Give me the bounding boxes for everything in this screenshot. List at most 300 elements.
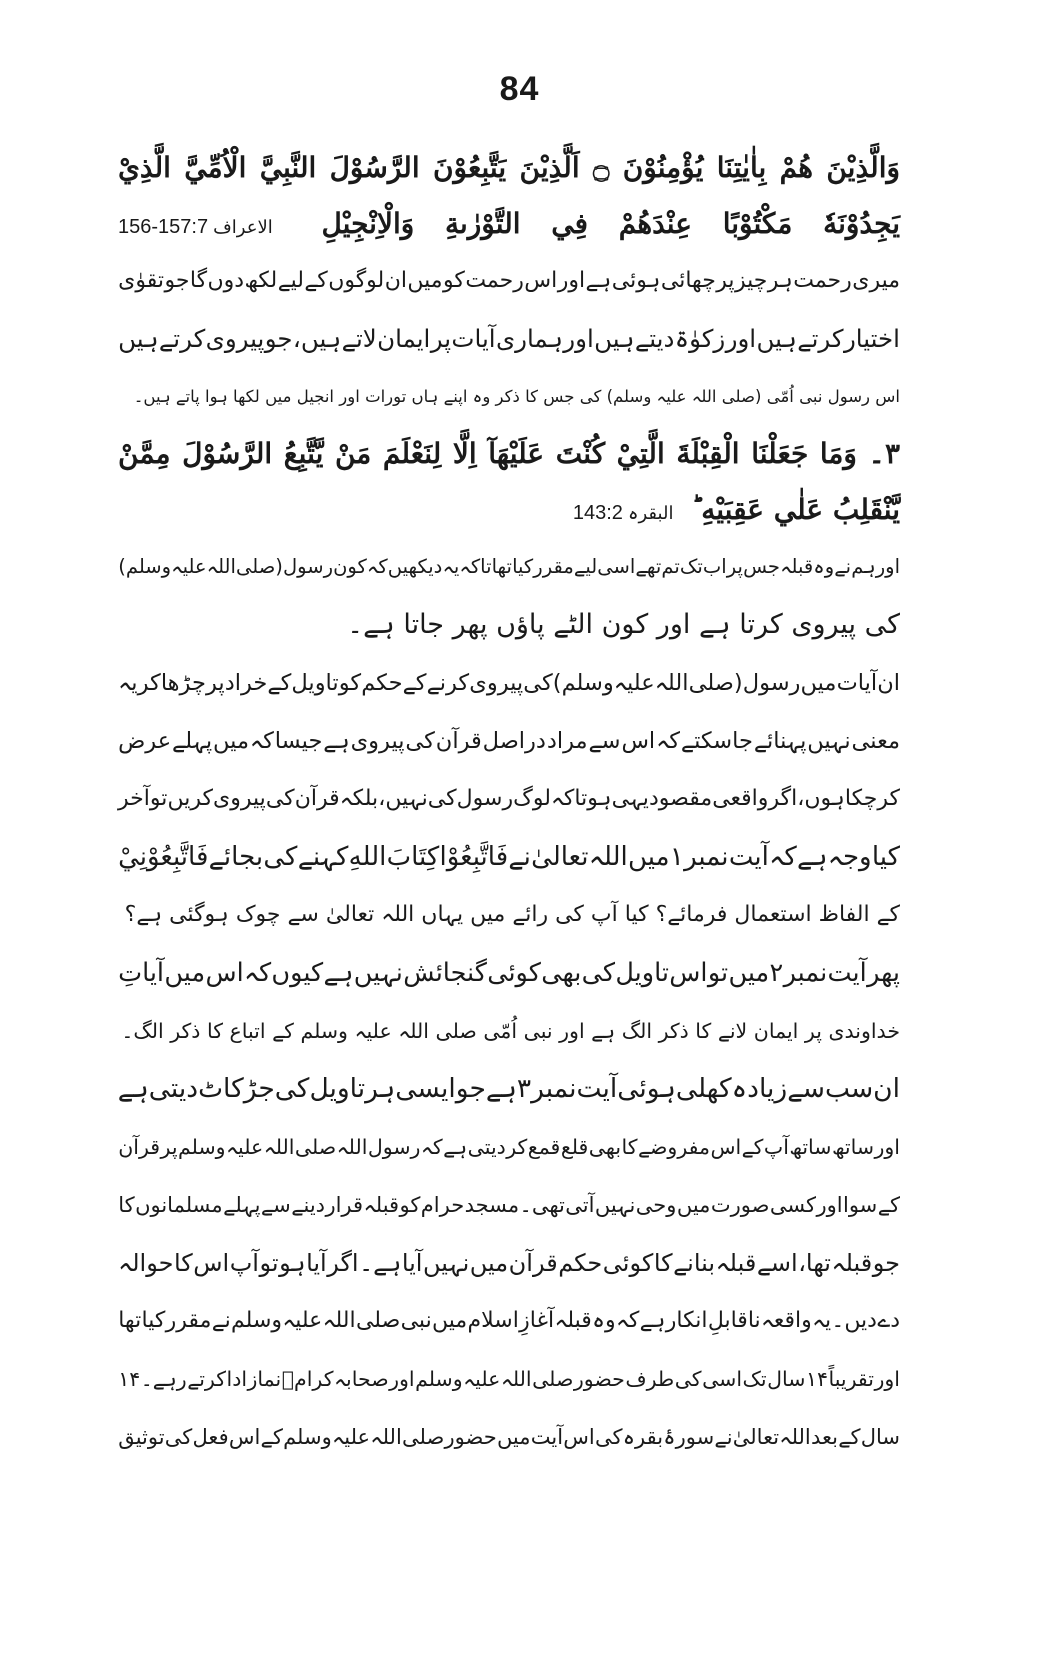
word: تو [259,1249,279,1277]
word: التَّوْرٰىةِ [444,207,521,240]
word: قلع [560,1135,589,1159]
word: وسلم) [606,387,652,406]
word: کون [333,555,367,578]
word: اور [874,1135,900,1159]
word: جَعَلْنَا [751,437,809,470]
word: کیا [141,1308,166,1333]
word: صلی [294,1135,337,1159]
word: سال [767,1367,806,1391]
reference-surah: الاعراف [213,217,273,237]
word: سے [260,1193,291,1217]
word: کیا [624,902,649,927]
word: پہلے [223,1193,261,1217]
word: وہ [592,1308,616,1333]
word: عِنْدَهُمْ [618,207,692,240]
word: آیا [306,1249,327,1277]
word: وسلم) [118,555,172,578]
word: قمع [527,1135,561,1159]
word: کے [402,670,427,696]
word: کا [173,1249,193,1277]
word: اپنے [443,387,468,406]
word: پر [804,1019,822,1043]
word: الرَّسُوْلَ [182,437,273,470]
word: کے [267,670,292,696]
word: ہوا [205,387,228,406]
word: کی [594,1425,623,1449]
word: معنی [851,728,900,754]
word: پاتے [175,387,200,406]
word: قبلہ [554,1308,592,1333]
word: ہے [796,842,828,872]
page-number: 84 [499,70,540,108]
word: تک [742,1367,767,1391]
word: اور [656,609,691,640]
word: رسول [367,1135,421,1159]
word: جس [743,555,780,578]
word: صحابہ [334,1367,389,1391]
word: آغازِ [519,1308,555,1333]
word: میں [470,902,506,927]
word: نمبر [684,842,729,872]
word: اور [725,324,757,353]
word: کا [118,1193,135,1217]
word: پر [726,555,743,578]
word: ہوگئی [169,902,229,927]
word: نے [508,842,531,872]
word: پیروی [791,609,857,640]
word: مِمَّنْ [118,437,171,470]
word: ہیں۔ [133,387,171,406]
word: دراصل [482,728,546,754]
word: ۲ [769,958,784,988]
word: کی [405,728,435,754]
word: رحمت [793,268,852,293]
word: اُمّی [766,387,794,406]
word: اس [875,387,900,406]
word: آیا [401,1249,423,1277]
text-line [118,1408,900,1466]
word: بلکہ [339,786,379,811]
word: کے [272,1019,294,1043]
word: لاتے [341,324,377,353]
word: رہے۔ [140,1367,187,1391]
word: ایمان [753,1019,799,1043]
word: آیات [451,324,496,353]
word: پر [205,670,225,696]
word: علیہ [282,1308,323,1333]
text-line [118,1350,900,1408]
word: نبی [400,1308,432,1333]
word: کے [260,1425,283,1449]
word: قبلہ [363,1193,400,1217]
word: کہ [550,786,575,811]
word: آیت [530,1425,564,1449]
word: دینے [291,1193,326,1217]
word: گا [189,268,208,293]
word: لِنَعْلَمَ [382,437,442,470]
word: تقریباً [828,1367,874,1391]
word: کریں [167,786,213,811]
word: ساتھ [831,1135,875,1159]
word: اس [228,1425,261,1449]
text-line [118,1176,900,1234]
word: نہیں [423,1249,470,1277]
word: قرآن [435,728,482,754]
word: ہو [279,1249,306,1277]
word: لیے [573,555,598,578]
word: ۱۴ [118,1367,141,1391]
word: اور [874,1367,900,1391]
word: نے [714,1425,733,1449]
word: جاسکتے [680,728,753,754]
word: ہماری [495,324,563,353]
word: تاکہ [459,555,492,578]
word: کو [338,670,362,696]
word: کہ [366,555,388,578]
word: علیہ [331,1425,371,1449]
word: اللہ [691,387,717,406]
word: پھر [452,609,488,640]
word: فرمائے؟ [655,902,728,927]
word: نے [834,555,852,578]
word: اس [710,1135,742,1159]
word: رحمت [465,268,524,293]
word: واقعہ [760,1308,812,1333]
word: لیے [277,268,304,293]
word: پیروی [205,324,265,353]
word: پھر [867,958,900,988]
text-line [118,1234,900,1292]
word: ادا [226,1367,248,1391]
word: سے [287,902,319,927]
word: تقوٰی [118,268,165,293]
word: صلی [355,1308,401,1333]
word: اس [524,268,558,293]
word: پہنائے [753,728,807,754]
text-line [118,252,900,310]
word: رسول [827,387,871,406]
word: ۱ [669,842,684,872]
word: سے [588,728,621,754]
word: کے [877,1193,900,1217]
word: اللہ [381,902,415,927]
word: (صلی [721,387,762,406]
word: ذکر [658,1019,689,1043]
word: علیہ [656,387,687,406]
word: کہ [244,958,272,988]
word: کی [581,958,616,988]
word: میں [800,670,837,696]
word: کون [601,609,649,640]
word: تو [707,958,729,988]
word: ہوں، [797,786,845,811]
word: ہے [323,728,350,754]
word: سب [824,1073,874,1104]
word: الفاظ [818,902,870,927]
word: آیات [836,670,878,696]
word: خداوندی [828,1019,900,1043]
word: کے [838,1425,861,1449]
word: مقصود [649,786,713,811]
word: ساتھ [789,1135,832,1159]
word: ذکر [495,387,520,406]
word: لکھا [233,387,260,406]
word: بجائے [208,842,264,872]
word: علیہ [171,555,207,578]
word: کا [653,1249,673,1277]
word: کی [427,786,457,811]
word: پر [430,324,452,353]
word: انجیل [296,387,335,406]
word: مسجد [464,1193,520,1217]
word: کرتے [187,1367,226,1391]
word: تعالیٰ [531,842,589,872]
word: پیروی [213,786,266,811]
word: عرض [118,728,172,754]
word: کہ [769,842,797,872]
text-line [118,1002,900,1060]
word: کر [506,1135,528,1159]
word: قبلہ [780,555,814,578]
text-line [118,310,900,368]
word: النَّبِيَّ [259,151,317,184]
word: چوک [235,902,281,927]
word: کوئی [602,1249,654,1277]
word: طرف [625,1367,675,1391]
word: میں [469,1249,509,1277]
page-body [118,140,900,1466]
word: سال [860,1425,900,1449]
word: علیہ [354,1019,392,1043]
word: ہیں [118,324,159,353]
word: علیہ [463,1367,501,1391]
word: ہوئی [617,1073,676,1104]
word: وسلم [283,1425,332,1449]
word: ذکر [170,1019,201,1043]
word: کے [304,268,328,293]
word: نہیں [353,958,403,988]
word: تھی۔ [519,1193,565,1217]
word: اور [559,1019,585,1043]
word: الگ۔ [121,1019,164,1043]
word: تم [661,555,680,578]
word: صلی [402,1425,445,1449]
text-line [118,654,900,712]
word: کیا [512,555,534,578]
word: صورت [710,1193,770,1217]
word: نمبر [531,1073,577,1104]
word: قبلہ [715,1249,757,1277]
word: اَلَّذِيْنَ [519,151,580,184]
word: آیاتِ [118,958,165,988]
verse-reference [573,485,674,541]
word: لانے [717,1019,748,1043]
word: مقرر [165,1308,212,1333]
word: دیں۔ [831,1308,877,1333]
word: جو [264,324,293,353]
word: وسلم [415,1367,463,1391]
word: سے [787,1073,825,1104]
reference-number: 156-157:7 [118,216,209,238]
word: الْاُمِّيَّ [184,151,247,184]
word: كُنْتَ [555,437,606,470]
word: کو [443,268,465,293]
word: یہاں [421,902,464,927]
word: آپ [763,1135,789,1159]
word: میں [407,268,443,293]
word: وَمَا [819,437,857,470]
word: جو [455,1073,486,1104]
text-line [118,712,900,770]
word: اللهِ [348,842,387,872]
word: جڑ [243,1073,275,1104]
word: کرتا [739,609,783,640]
word: کی [674,1367,702,1391]
verse-reference [118,199,273,255]
word: الرَّسُوْلَ [329,151,420,184]
text-line [118,1060,900,1118]
word: ۱۴ [805,1367,828,1391]
word: ہے [591,1019,616,1043]
word: ان [873,1073,900,1104]
word: الگ [621,1019,653,1043]
word: کی [263,842,298,872]
word: نمبر [783,958,828,988]
word: اُمّی [483,1019,518,1043]
word: اللہ [654,670,689,696]
word: کوئی [487,958,541,988]
word: پہلے [172,728,213,754]
word: اسی [702,1367,743,1391]
word: میں [496,1425,531,1449]
word: اللہ [588,842,628,872]
word: انکار [665,1308,708,1333]
word: وہ [472,387,491,406]
word: الَّتِيْ [616,437,665,470]
word: ہے [117,1073,149,1104]
word: بعد [810,1425,838,1449]
word: مَكْتُوْبًا [722,207,793,240]
word: کسی [769,1193,817,1217]
word: اور [557,268,586,293]
word: ان [877,670,900,696]
word: کی [579,387,602,406]
word: کو [399,1193,421,1217]
word: دیکھیں [387,555,443,578]
word: کیوں [271,958,324,988]
quran-verse-line [118,482,900,538]
word: کہ [656,728,680,754]
word: ۳ [516,1073,532,1104]
word: اللہ [500,1367,532,1391]
word: آخر [118,786,150,811]
text-line [118,944,900,1002]
word: ایمان [377,324,431,353]
word: قبلہ [831,1249,873,1277]
word: ہیں [594,324,635,353]
word: کرنے [426,670,470,696]
word: وَالَّذِيْنَ [826,151,900,184]
word: فَاتَّبِعُوْا [439,842,509,872]
word: اِلَّا [452,437,477,470]
word: کاٹ [198,1073,244,1104]
word: خراد [224,670,268,696]
word: عَلٰي [773,493,824,526]
word: عَقِبَيْهِ [701,493,764,526]
word: کی [523,670,553,696]
word: اختیار [843,324,900,353]
word: فعل [192,1425,229,1449]
word: توثیق [118,1425,165,1449]
word: کر [137,670,161,696]
word: يَتَّبِعُوْنَ [432,151,507,184]
word: دیتی [148,1073,199,1104]
word: واقعی [712,786,769,811]
word: وسلم [231,1308,283,1333]
word: ہیں [756,324,797,353]
word: ہوتا [574,786,612,811]
word: وَالْاِنْجِيْلِ [321,207,415,240]
word: تھا [118,1308,142,1333]
word: اس [563,1425,595,1449]
word: اگر [327,1249,359,1277]
word: وجہ [827,842,872,872]
word: الْقِبْلَةَ [676,437,740,470]
word: جاتا [403,609,445,640]
word: الٹے [553,609,593,640]
word: کی [555,902,584,927]
word: نماز [247,1367,282,1391]
word: اس [669,958,708,988]
word: ہے [585,268,612,293]
word: زیادہ [731,1073,788,1104]
word: وسلم [178,1135,226,1159]
word: يَجِدُوْنَهٗ [823,207,900,240]
word: ہر [365,1073,396,1104]
word: آیت [576,1073,618,1104]
word: ایسی [395,1073,456,1104]
word: صلی [532,1367,574,1391]
word: کا [525,387,538,406]
word: تاویل [615,958,669,988]
word: اللہ [322,1308,356,1333]
word: ناقابلِ [707,1308,761,1333]
word: میں [265,387,292,406]
word: نبی [523,1019,553,1043]
word: میں [728,958,770,988]
word: عَلَيْهَآ [488,437,545,470]
word: يُؤْمِنُوْنَ [622,151,704,184]
word: آپ [590,902,618,927]
word: میں [628,842,670,872]
word: پر [716,268,735,293]
word: ہے۔ [347,609,395,640]
word: یہ [812,1308,832,1333]
word: هُمْ [779,151,814,184]
word: میں [164,958,206,988]
word: کرتے [158,324,206,353]
word: ہاں [411,387,439,406]
word: ہے [485,1073,517,1104]
word: تاویل [291,670,339,696]
word: صلی [435,1019,477,1043]
word: اسی [597,555,636,578]
word: نبی [799,387,823,406]
word: کہ [249,728,274,754]
word: وہ [813,555,835,578]
word: کی [274,1073,310,1104]
word: الَّذِيْ [118,151,171,184]
